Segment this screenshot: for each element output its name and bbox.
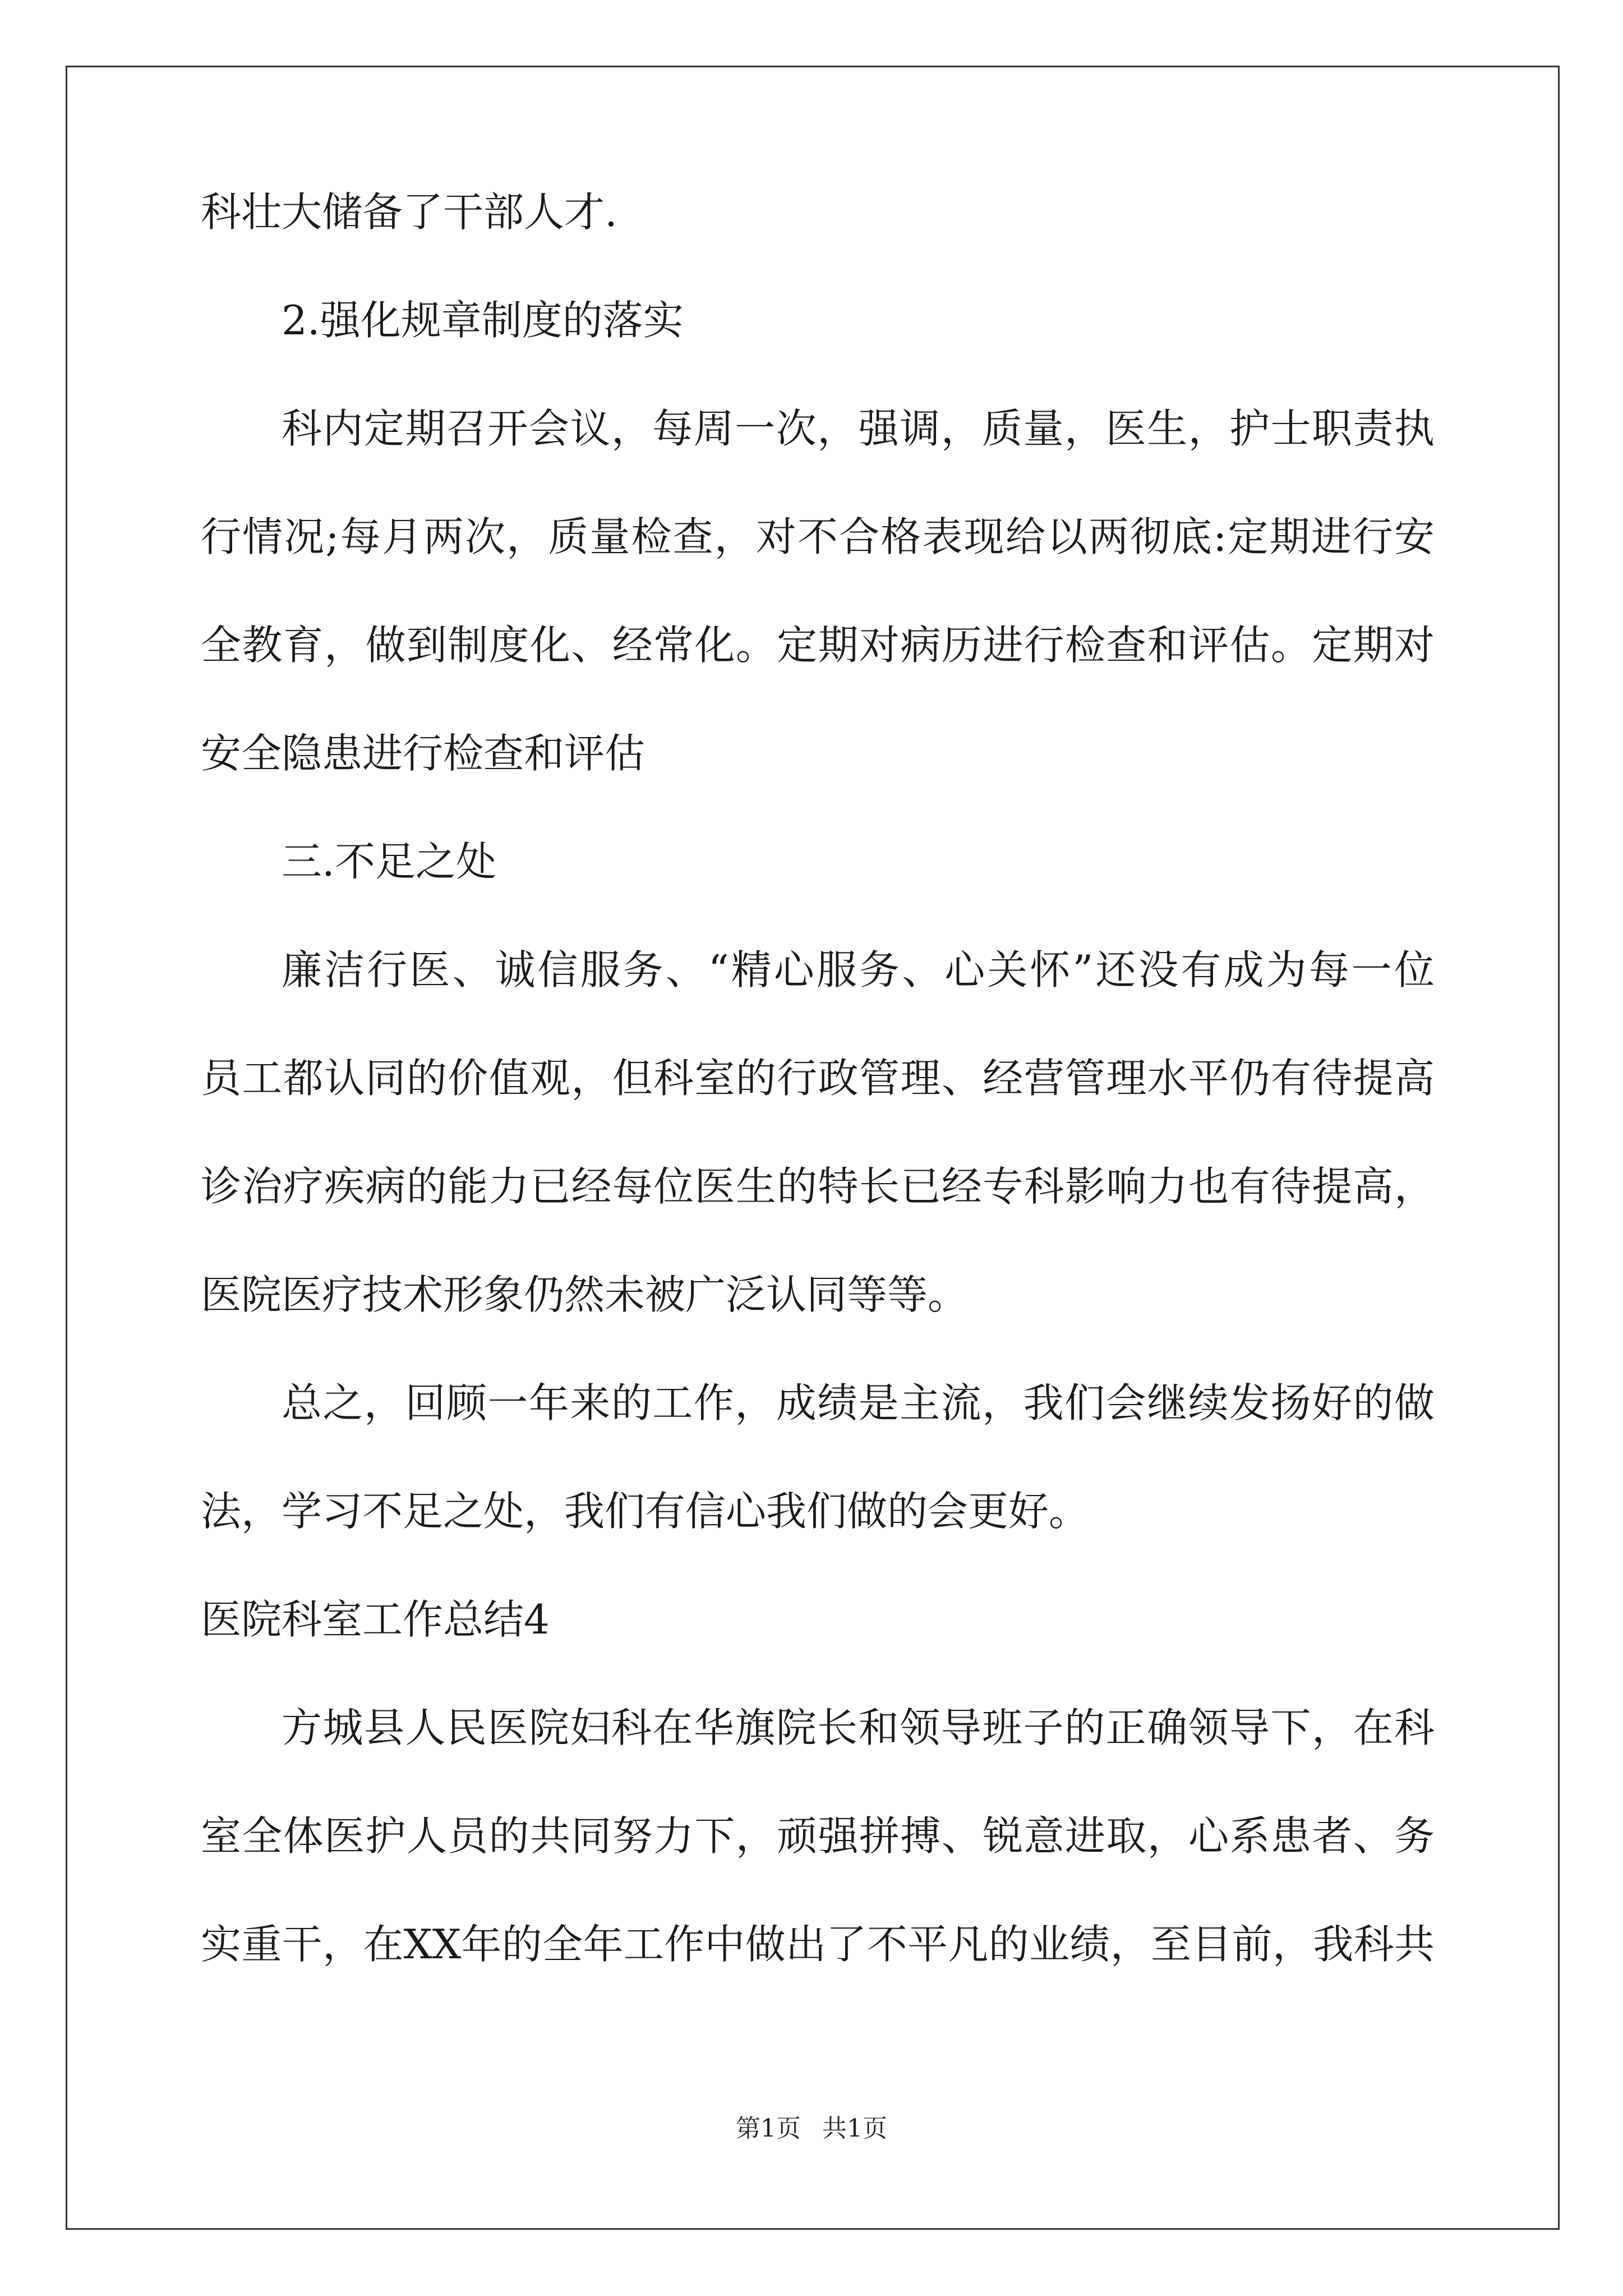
paragraph-line: 医院医疗技术形象仍然未被广泛认同等等。 bbox=[201, 1271, 969, 1318]
page-footer bbox=[0, 2112, 1623, 2146]
page-number: 第1页 bbox=[736, 2114, 801, 2143]
paragraph-line: 实重干，在XX年的全年工作中做出了不平凡的业绩，至目前，我科共 bbox=[201, 1921, 1435, 1968]
paragraph-line: 方城县人民医院妇科在华旗院长和领导班子的正确领导下，在科 bbox=[282, 1704, 1435, 1751]
section-heading: 2.强化规章制度的落实 bbox=[282, 297, 684, 344]
paragraph-line: 科内定期召开会议，每周一次，强调，质量，医生，护士职责执 bbox=[282, 405, 1435, 452]
paragraph-line: 室全体医护人员的共同努力下，顽强拼搏、锐意进取，心系患者、务 bbox=[201, 1812, 1435, 1860]
paragraph-line: 廉洁行医、诚信服务、“精心服务、心关怀”还没有成为每一位 bbox=[282, 946, 1435, 993]
paragraph-line: 全教育，做到制度化、经常化。定期对病历进行检查和评估。定期对 bbox=[201, 622, 1435, 669]
paragraph-line: 法，学习不足之处，我们有信心我们做的会更好。 bbox=[201, 1488, 1090, 1535]
paragraph-line: 员工都认同的价值观，但科室的行政管理、经营管理水平仍有待提高 bbox=[201, 1055, 1435, 1102]
paragraph-line: 行情况;每月两次，质量检查，对不合格表现给以两彻底:定期进行安 bbox=[201, 513, 1435, 560]
document-title: 医院科室工作总结4 bbox=[201, 1596, 550, 1643]
section-heading: 三.不足之处 bbox=[282, 838, 496, 885]
page-total: 共1页 bbox=[822, 2114, 887, 2143]
paragraph-line: 安全隐患进行检查和评估 bbox=[201, 730, 645, 777]
document-body bbox=[201, 185, 1435, 1971]
paragraph-line: 总之，回顾一年来的工作，成绩是主流，我们会继续发扬好的做 bbox=[282, 1379, 1435, 1427]
paragraph-line: 科壮大储备了干部人才. bbox=[201, 188, 617, 236]
paragraph-line: 诊治疗疾病的能力已经每位医生的特长已经专科影响力也有待提高， bbox=[201, 1163, 1435, 1210]
